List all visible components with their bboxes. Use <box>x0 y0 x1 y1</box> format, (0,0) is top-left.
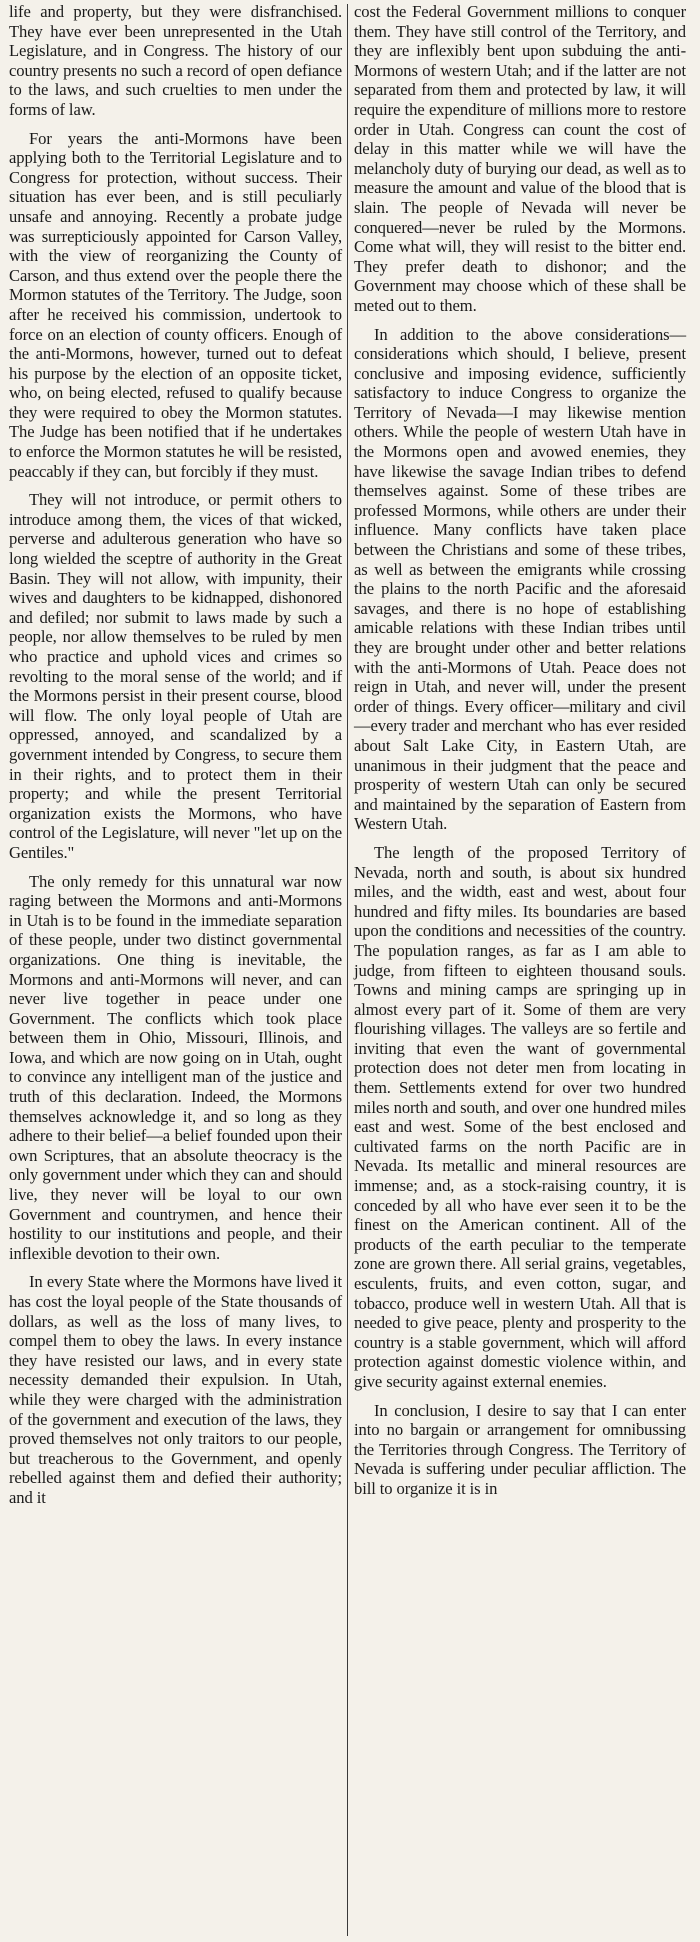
paragraph: In addition to the above considerations—considerations which should, I believe, present conclusive and imposing evidence, sufficiently satisfactory to induce Congress to organize the Territory of Nevada—I may likewise mention others. While the people of western Utah have in the Mormons open and avowed enemies, they have likewise the savage Indian tribes to defend themselves against. Some of these tribes are professed Mormons, while others are under their influence. Many conflicts have taken place between the Christians and some of these tribes, as well as between the emigrants while crossing the plains to the north Pacific and the aforesaid savages, and there is no hope of establishing amicable relations with these Indian tribes until they are brought under other and better relations with the anti-Mormons of Utah. Peace does not reign in Utah, and never will, under the present order of things. Every officer—military and civil—every trader and merchant who has ever resided about Salt Lake City, in Eastern Utah, are unanimous in their judgment that the peace and prosperity of western Utah can only be secured and maintained by the separation of Eastern from Western Utah. <box>354 324 686 834</box>
right-column <box>348 2 689 1942</box>
paragraph: cost the Federal Government millions to conquer them. They have still control of the Territory, and they are inflexibly bent upon subduing the anti-Mormons of western Utah; and if the latter are not separated from them and protected by law, it will require the expenditure of millions more to restore order in Utah. Congress can count the cost of delay in this matter while we will have the melancholy duty of burying our dead, as well as to measure the amount and value of the blood that is slain. The people of Nevada will never be conquered—never be ruled by the Mormons. Come what will, they will resist to the bitter end. They prefer death to dishonor; and the Government may choose which of these shall be meted out to them. <box>354 2 686 315</box>
paragraph: In every State where the Mormons have lived it has cost the loyal people of the State thousands of dollars, as well as the loss of many lives, to compel them to obey the laws. In every instance they have resisted our laws, and in every state necessity demanded their expulsion. In Utah, while they were charged with the administration of the government and execution of the laws, they proved themselves not only traitors to our people, but treacherous to the Government, and openly rebelled against them and defied their authority; and it <box>9 1272 342 1507</box>
paragraph: For years the anti-Mormons have been applying both to the Territorial Legislature and to Congress for protection, without success. Their situation has ever been, and is still peculiarly unsafe and annoying. Recently a probate judge was surrepticiously appointed for Carson Valley, with the view of reorganizing the County of Carson, and thus extend over the people there the Mormon statutes of the Territory. The Judge, soon after he received his commission, undertook to force on an election of county officers. Enough of the anti-Mormons, however, turned out to defeat his purpose by the election of an opposite ticket, who, on being elected, refused to qualify because they were required to obey the Mormon statutes. The Judge has been notified that if he undertakes to enforce the Mormon statutes he will be resisted, peaccably if they can, but forcibly if they must. <box>9 128 342 481</box>
paragraph: The only remedy for this unnatural war now raging between the Mormons and anti-Mormons in Utah is to be found in the immediate separation of these people, under two distinct governmental organizations. One thing is inevitable, the Mormons and anti-Mormons will never, and can never live together in peace under one Government. The conflicts which took place between them in Ohio, Missouri, Illinois, and Iowa, and which are now going on in Utah, ought to convince any intelligent man of the justice and truth of this declaration. Indeed, the Mormons themselves acknowledge it, and so long as they adhere to their belief—a belief founded upon their own Scriptures, that an absolute theocracy is the only government under which they can and should live, they never will be loyal to our own Government and countrymen, and hence their hostility to our institutions and people, and their inflexible devotion to their own. <box>9 871 342 1263</box>
paragraph: life and property, but they were disfranchised. They have ever been unrepresented in the Utah Legislature, and in Congress. The history of our country presents no such a record of open defiance to the laws, and such cruelties to men under the forms of law. <box>9 2 342 119</box>
left-column <box>6 2 347 1942</box>
paragraph: In conclusion, I desire to say that I can enter into no bargain or arrangement for omnibussing the Territories through Congress. The Territory of Nevada is suffering under peculiar affliction. The bill to organize it is in <box>354 1400 686 1498</box>
paragraph: They will not introduce, or permit others to introduce among them, the vices of that wicked, perverse and adulterous generation who have so long wielded the sceptre of authority in the Great Basin. They will not allow, with impunity, their wives and daughters to be kidnapped, dishonored and defiled; nor submit to laws made by such a people, nor allow themselves to be ruled by men who practice and uphold vices and crimes so revolting to the moral sense of the world; and if the Mormons persist in their present course, blood will flow. The only loyal people of Utah are oppressed, annoyed, and scandalized by a government intended by Congress, to secure them in their rights, and to protect them in their property; and while the present Territorial organization exists the Mormons, who have control of the Legislature, will never "let up on the Gentiles." <box>9 490 342 862</box>
paragraph: The length of the proposed Territory of Nevada, north and south, is about six hundred miles, and the width, east and west, about four hundred and fifty miles. Its boundaries are based upon the conditions and necessities of the country. The population ranges, as far as I am able to judge, from fifteen to eighteen thousand souls. Towns and mining camps are springing up in almost every part of it. Some of them are very flourishing villages. The valleys are so fertile and inviting that even the want of governmental protection does not deter men from locating in them. Settlements extend for over two hundred miles north and south, and over one hundred miles east and west. Some of the best enclosed and cultivated farms on the north Pacific are in Nevada. Its metallic and mineral resources are immense; and, as a stock-raising country, it is conceded by all who have ever seen it to be the finest on the American continent. All of the products of the earth peculiar to the temperate zone are grown there. All serial grains, vegetables, esculents, fruits, and even cotton, sugar, and tobacco, produce well in western Utah. All that is needed to give peace, plenty and prosperity to the country is a stable government, which will afford protection against domestic violence within, and give security against external enemies. <box>354 842 686 1391</box>
